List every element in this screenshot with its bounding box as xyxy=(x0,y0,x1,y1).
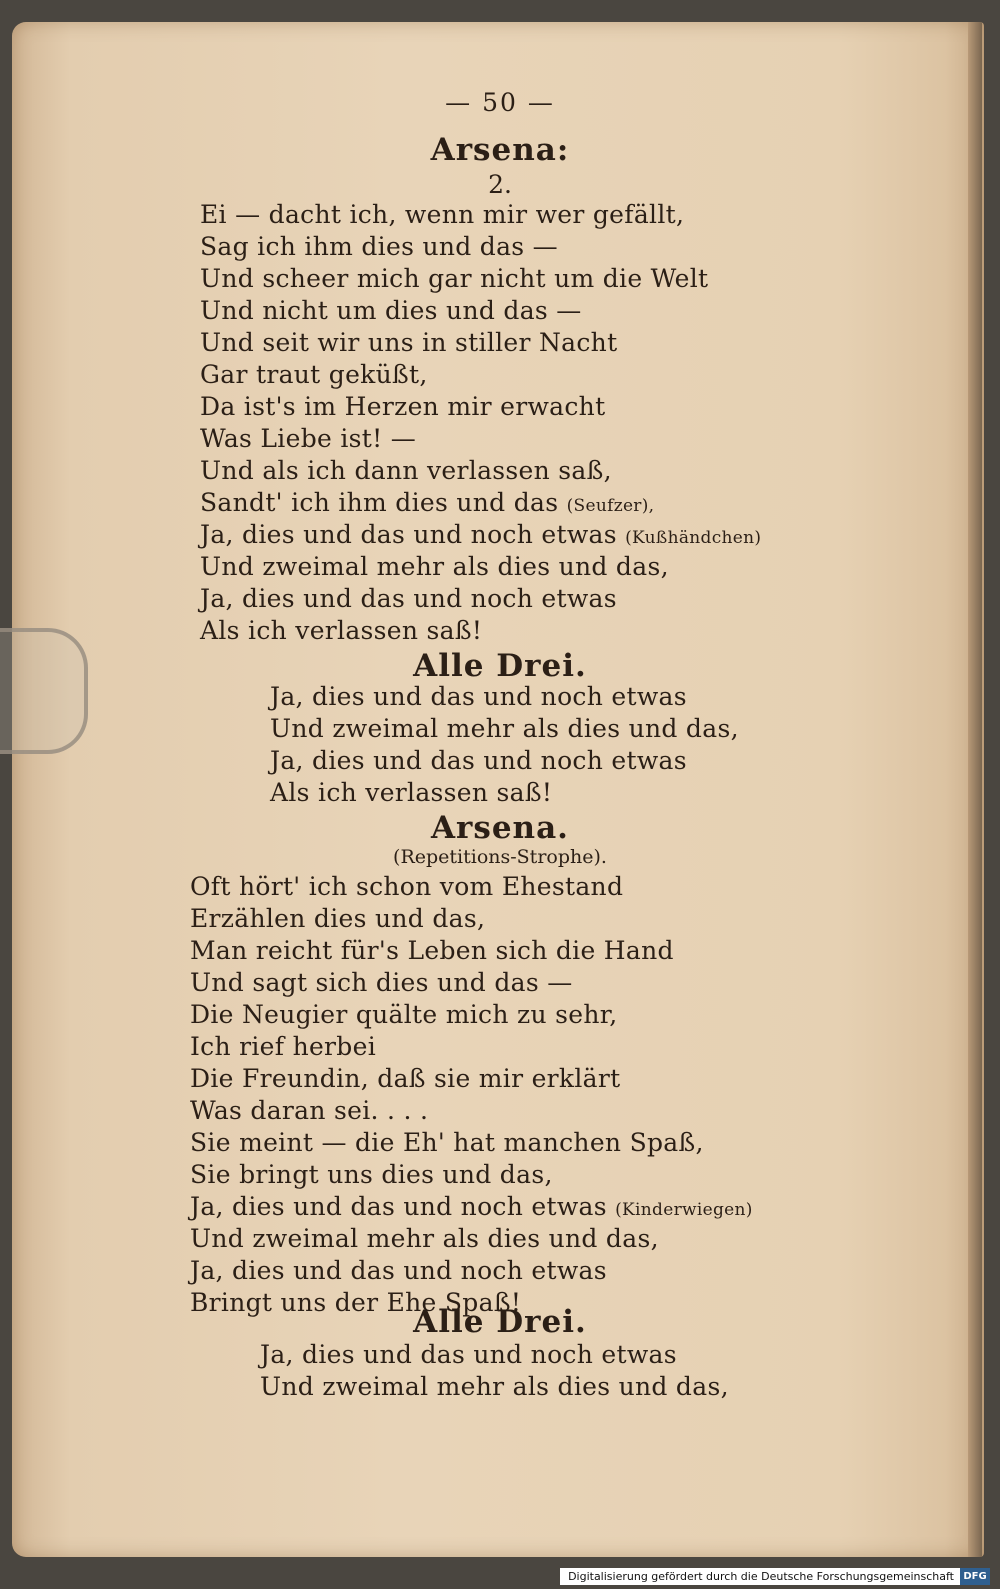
verse-line xyxy=(200,520,761,549)
chorus-line: Und zweimal mehr als dies und das, xyxy=(270,714,739,743)
repetition-note: (Repetitions-Strophe). xyxy=(393,846,607,868)
verse-line: Ei — dacht ich, wenn mir wer gefällt, xyxy=(200,200,685,229)
verse-line: Als ich verlassen saß! xyxy=(200,616,483,645)
verse-line xyxy=(200,488,654,517)
verse-line: Sie bringt uns dies und das, xyxy=(190,1160,553,1189)
stage-direction: (Kinderwiegen) xyxy=(615,1200,753,1220)
verse-line: Was Liebe ist! — xyxy=(200,424,417,453)
heading-alle-drei: Alle Drei. xyxy=(413,648,587,684)
verse-line: Und zweimal mehr als dies und das, xyxy=(190,1224,659,1253)
verse-line: Und seit wir uns in stiller Nacht xyxy=(200,328,618,357)
chorus-line: Ja, dies und das und noch etwas xyxy=(270,746,687,775)
verse-line: Sag ich ihm dies und das — xyxy=(200,232,558,261)
verse-line: Was daran sei. . . . xyxy=(190,1096,429,1125)
chorus-line: Als ich verlassen saß! xyxy=(270,778,553,807)
verse-line: Und sagt sich dies und das — xyxy=(190,968,573,997)
dfg-logo: DFG xyxy=(960,1568,990,1585)
verse-line: Da ist's im Herzen mir erwacht xyxy=(200,392,606,421)
verse-text: Sandt' ich ihm dies und das xyxy=(200,488,559,517)
verse-line: Die Neugier quälte mich zu sehr, xyxy=(190,1000,618,1029)
stage-direction: (Kußhändchen) xyxy=(625,528,762,548)
verse-text: Ja, dies und das und noch etwas xyxy=(200,520,617,549)
heading-alle-drei-2: Alle Drei. xyxy=(413,1304,587,1340)
chorus-line: Und zweimal mehr als dies und das, xyxy=(260,1372,729,1401)
verse-line: Und scheer mich gar nicht um die Welt xyxy=(200,264,709,293)
verse-line: Man reicht für's Leben sich die Hand xyxy=(190,936,674,965)
verse-line xyxy=(190,1192,753,1221)
digitization-credit: Digitalisierung gefördert durch die Deutsche Forschungsgemeinschaft xyxy=(560,1568,960,1585)
verse-line: Und nicht um dies und das — xyxy=(200,296,582,325)
heading-arsena: Arsena: xyxy=(430,132,570,168)
verse-line: Gar traut geküßt, xyxy=(200,360,428,389)
verse-line: Ja, dies und das und noch etwas xyxy=(200,584,617,613)
verse-line: Oft hört' ich schon vom Ehestand xyxy=(190,872,624,901)
heading-arsena-2: Arsena. xyxy=(431,810,569,846)
verse-line: Und als ich dann verlassen saß, xyxy=(200,456,612,485)
verse-line: Ja, dies und das und noch etwas xyxy=(190,1256,607,1285)
chorus-line: Ja, dies und das und noch etwas xyxy=(260,1340,677,1369)
verse-line: Die Freundin, daß sie mir erklärt xyxy=(190,1064,621,1093)
verse-number: 2. xyxy=(488,170,512,199)
stage-direction: (Seufzer), xyxy=(566,496,655,516)
verse-line: Ich rief herbei xyxy=(190,1032,377,1061)
verse-line: Und zweimal mehr als dies und das, xyxy=(200,552,669,581)
verse-line: Bringt uns der Ehe Spaß! xyxy=(190,1288,522,1317)
page-number: — 50 — xyxy=(445,88,555,117)
chorus-line: Ja, dies und das und noch etwas xyxy=(270,682,687,711)
verse-line: Sie meint — die Eh' hat manchen Spaß, xyxy=(190,1128,704,1157)
verse-text: Ja, dies und das und noch etwas xyxy=(190,1192,607,1221)
verse-line: Erzählen dies und das, xyxy=(190,904,486,933)
